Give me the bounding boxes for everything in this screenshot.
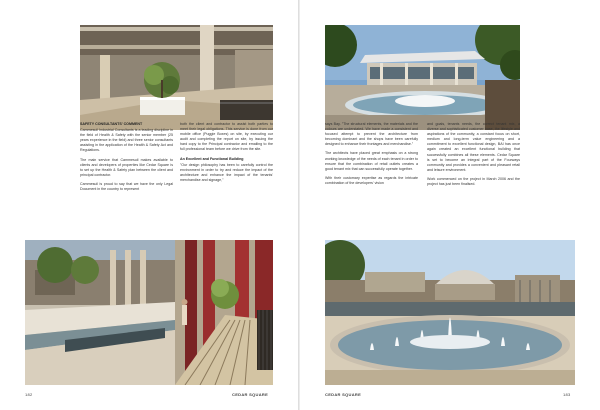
paragraph: says Bay. "The structural elements, the materials and the colours are understated. We have made a consistent and focused attempt to prevent the architecture from becoming dominant and the shops have been carefully designed to enhance their frontages and merchandise." — [325, 122, 418, 147]
paragraph: both the client and contractor to assist both parties to meet their legal obligations. This service is done from our mobile office (Puggie Boxes) on site, by executing our audit and completing the report on site, by issuing the hard copy to the Principal contractor and emailing to the full professional team before we drive from the site. — [180, 122, 273, 152]
mall-walkway-photo — [80, 25, 273, 130]
pavilion-fountain-photo — [325, 25, 520, 130]
paragraph: Cammesuil is proud to say that we have the only Legal Document in the country to represent — [80, 181, 173, 192]
paragraph: and goals, tenants needs, the correct tenant mix, a diverse and sophisticated customer base, the lifestyle and aspirations of the community, a constant focus on short, medium and long-term value engineering and a commitment to excellent functional design, BAI has once again created an excellent functional building that successfully combines all these elements. Cedar Square is set to become an integral part of the Fourways community and provides a convenient and pleasant retail and leisure environment. — [427, 122, 520, 172]
fountain-plaza-photo — [325, 240, 575, 385]
water-channel-photo — [25, 240, 273, 385]
paragraph: With their customary expertise as regards the intricate combination of the developers' vision — [325, 175, 418, 185]
left-column-2 — [180, 122, 273, 187]
paragraph: Work commenced on the project in March 2006 and the project has just been finalised. — [427, 176, 520, 187]
paragraph: Cammesuil Industrial Consultants is a leading discipline in the field of Health & Safety with the senior member (25 years experience in the field) and three senior consultants assisting in the application of the Health & Safety Act and Regulations. — [80, 128, 173, 153]
safety-heading: SAFETY CONSULTANTS' COMMENT — [80, 122, 143, 126]
paragraph: The architects have placed great emphasis on a strong working knowledge of the needs of each tenant in order to ensure that the combination of retail outlets creates a good tenant mix that can successfully operate together. — [325, 151, 418, 171]
right-page — [300, 0, 600, 410]
page-number-right: 183 — [563, 392, 571, 397]
building-heading: An Excellent and Functional Building — [180, 156, 244, 161]
page-number-left: 182 — [25, 392, 33, 397]
right-column-1 — [325, 122, 418, 190]
footer-title-right: CEDAR SQUARE — [325, 392, 362, 397]
right-column-2 — [427, 122, 520, 191]
paragraph: The main service that Cammesuil makes available to clients and developers of properties like Cedar Square is to set up the Health & Safety plan between the client and principal contractor. — [80, 157, 173, 177]
footer-title-left: CEDAR SQUARE — [232, 392, 269, 397]
paragraph: "Our design philosophy has been to carefully control the environment in order to try and reduce the impact of the architecture and enhance the impact of the tenants' merchandise and signage," — [180, 162, 273, 182]
left-column-1 — [80, 122, 173, 196]
